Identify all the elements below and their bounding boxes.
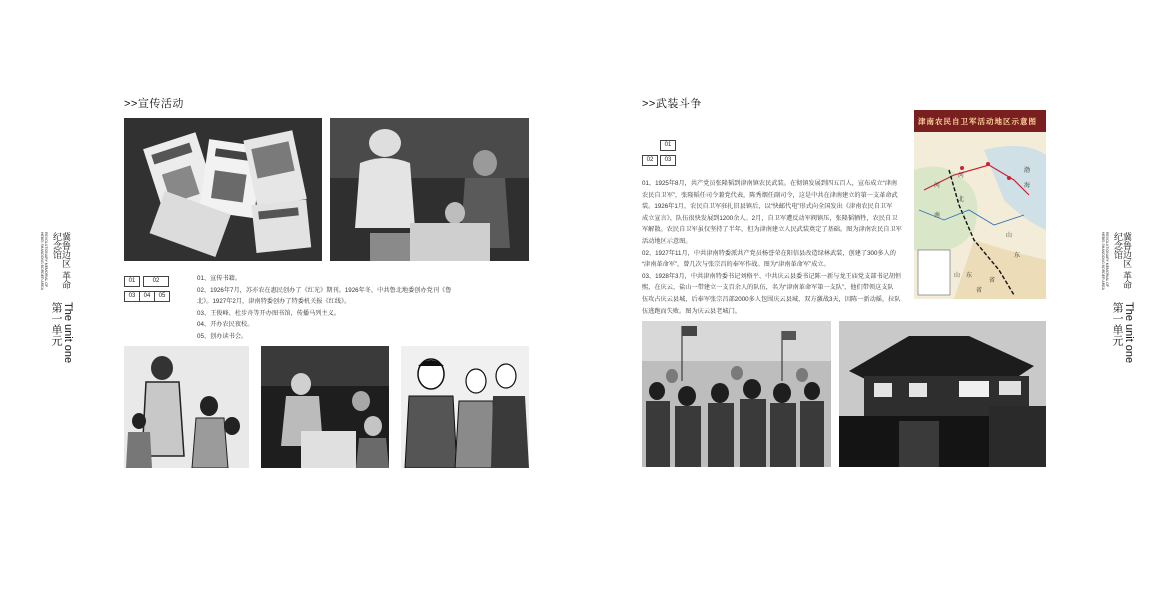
map-label: 东 — [966, 273, 973, 279]
memorial-english-subtitle: REVOLUTIONARY MEMORIAL OF HEBEI SHANDONG BORDER AREA — [40, 232, 48, 290]
side-mark-left — [34, 232, 78, 362]
map-label: 山 — [1006, 233, 1013, 239]
map-label: 海 — [1024, 183, 1031, 189]
map-label: 河 — [958, 173, 965, 179]
caption-line: 熙，在庆云、盐山一带建立一支百余人的队伍，名为“津南革命军第一支队”，他们带领这支队 — [642, 284, 894, 292]
caption-line: 02、1927年11月，中共津南特委派共产党员杨誉荣在阳信县改造绿林武装，创建了300多人的 — [642, 249, 896, 257]
map-label: 山 — [954, 273, 961, 279]
map-label: 河 — [934, 183, 941, 189]
caption-line: 伍攻占庆云县城，后奉军张宗昌部2000多人包围庆云县城，双方激战3天，因陈一新动摇，拉队 — [642, 295, 901, 303]
caption-line: 01、宣传书籍。 — [197, 275, 242, 282]
caption-propaganda — [197, 273, 497, 343]
unit-chinese-label: 第一单元 — [50, 302, 62, 346]
number-box: 03 — [124, 291, 140, 302]
caption-line: 05、创办读书会。 — [197, 332, 248, 340]
caption-line: 03、1928年3月，中共津南特委书记刘格平、中共庆云县委书记陈一新与龙王庙党支部书记胡恒 — [642, 272, 902, 280]
caption-line: 北》。1927年2月，津南特委创办了特委机关报《红线》。 — [197, 298, 351, 306]
unit-english-label: The unit one — [62, 302, 74, 364]
memorial-calligraphy-title: 冀鲁边区 革命纪念馆 — [51, 232, 70, 289]
caption-line: 02、1926年7月，苏亦农在惠民创办了《红光》期刊。1926年冬，中共鲁北地委创办党刊《鲁 — [197, 286, 452, 294]
caption-line: 农民自卫军”，张隆韬任司令兼党代表，陈秀烟任副司令，这是中共在津南建立的第一支革命武 — [642, 191, 898, 199]
photo-propaganda-library — [330, 118, 529, 261]
map-label: 渤 — [1024, 168, 1031, 174]
caption-line: 活动地区示意图。 — [642, 237, 692, 245]
photo-revolutionary-army-founding — [642, 321, 831, 467]
memorial-english-subtitle: REVOLUTIONARY MEMORIAL OF HEBEI SHANDONG BORDER AREA — [1101, 232, 1109, 290]
photo-qingyun-old-city-gate — [839, 321, 1046, 467]
number-box: 02 — [143, 276, 169, 287]
map-title: 津南农民自卫军活动地区示意图 — [918, 117, 1037, 126]
caption-line: “津南革命军”，曾几次与张宗昌的奉军作战。图为“津南革命军”成立。 — [642, 261, 830, 269]
number-box: 03 — [660, 155, 676, 166]
map-label: 东 — [1014, 253, 1021, 259]
number-box: 01 — [124, 276, 140, 287]
number-box: 04 — [139, 291, 155, 302]
photo-night-school-illustration — [261, 346, 389, 468]
number-box: 02 — [642, 155, 658, 166]
caption-line: 01、1925年8月，共产党员张隆韬到津南镇农民武装。在彻镇发展到四五百人，宣布成立“津南 — [642, 180, 898, 187]
side-mark-right — [1095, 232, 1139, 362]
caption-line: 装。1926年1月，农民自卫军驻扎旧县镇后，以“快邮代电”形式向全国发出《津南农民自卫军 — [642, 203, 893, 211]
caption-line: 04、开办农民夜校。 — [197, 321, 254, 329]
section-title-propaganda: >>宣传活动 — [124, 98, 184, 110]
photo-propaganda-books — [124, 118, 322, 261]
memorial-calligraphy-title: 冀鲁边区 革命纪念馆 — [1112, 232, 1131, 289]
unit-chinese-label: 第一单元 — [1111, 302, 1123, 346]
map-label: 南 — [934, 213, 941, 219]
section-title-armed-struggle: >>武装斗争 — [642, 98, 702, 110]
map-label: 北 — [958, 197, 965, 203]
caption-line: 伍逃跑而失败。图为庆云县老城门。 — [642, 307, 741, 315]
photo-reading-club-illustration — [401, 346, 529, 468]
map-label: 省 — [989, 278, 996, 284]
unit-english-label: The unit one — [1123, 302, 1135, 364]
number-box: 05 — [154, 291, 170, 302]
caption-line: 03、王俊峰、杜步舟等开办图书馆，传播马列主义。 — [197, 309, 341, 317]
caption-line: 军解散。农民自卫军虽仅坚持了半年，但为津南建立人民武装奠定了基础。图为津南农民自卫军 — [642, 226, 902, 234]
map-label: 省 — [976, 288, 983, 294]
number-box: 01 — [660, 140, 676, 151]
map-activity-area — [914, 110, 1046, 299]
photo-library-illustration — [124, 346, 249, 468]
caption-line: 成立宣言》，队伍很快发展到1200余人。2月，自卫军遭反动军阀镇压，张隆韬牺牲，农民自卫 — [642, 214, 898, 222]
caption-armed-struggle — [642, 178, 904, 317]
